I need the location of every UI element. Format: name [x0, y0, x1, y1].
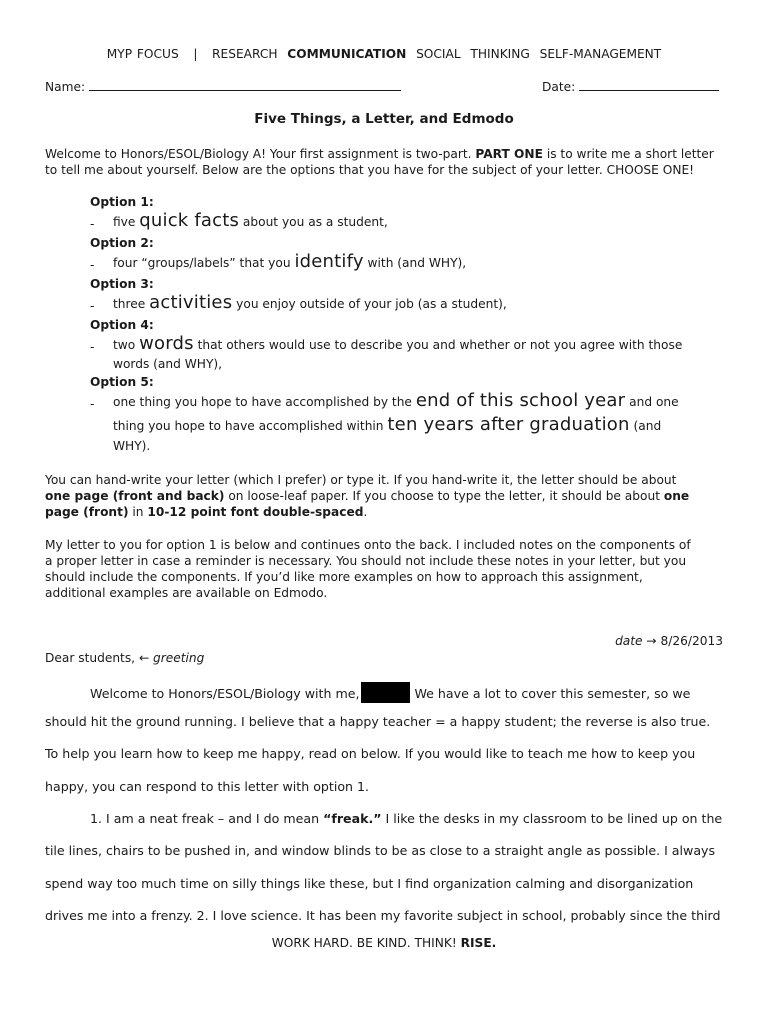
option-1-text: [113, 210, 388, 231]
name-label: Name:: [45, 80, 86, 94]
header-myp-focus: MYP FOCUS: [106, 47, 179, 61]
option-3-pre: three: [113, 297, 150, 311]
notes-line-2: a proper letter in case a reminder is necessary. You should not include these notes in your letter, but you: [45, 554, 687, 568]
option-5-text-line-2: [113, 414, 661, 435]
format-one-page-front-back: one page (front and back): [45, 489, 225, 503]
option-1-pre: five: [113, 215, 140, 229]
option-4-text: [113, 333, 682, 354]
option-2-emphasis: identify: [294, 251, 364, 272]
notes-line-4: additional examples are available on Edmodo.: [45, 586, 328, 600]
option-3-post: you enjoy outside of your job (as a student),: [232, 297, 507, 311]
option-2-text: [113, 251, 466, 272]
option-4-emphasis: words: [139, 333, 194, 354]
option-2-post: with (and WHY),: [363, 256, 467, 270]
header-research: RESEARCH: [212, 47, 278, 61]
letter-neat-freak: 1. I am a neat freak – and I do mean: [90, 811, 324, 826]
option-5-line2-emphasis: ten years after graduation: [387, 414, 630, 435]
option-1-label: Option 1:: [90, 195, 154, 209]
letter-freak-quote: “freak.”: [323, 811, 382, 826]
letter-date: [615, 633, 723, 649]
option-5-dash: -: [90, 397, 95, 411]
format-line-2: [45, 488, 689, 504]
date-label: Date:: [542, 80, 576, 94]
option-3-emphasis: activities: [149, 292, 233, 313]
header-separator: |: [193, 47, 198, 61]
intro-part-one: PART ONE: [475, 147, 543, 161]
letter-welcome-cont: We have a lot to cover this semester, so we: [410, 686, 691, 701]
letter-desks: I like the desks in my classroom to be lined up on the: [381, 811, 723, 826]
option-4-label: Option 4:: [90, 318, 154, 332]
footer-rise: RISE.: [460, 936, 497, 950]
notes-line-3: should include the components. If you’d like more examples on how to approach this assignment,: [45, 570, 643, 584]
header-thinking: THINKING: [470, 47, 530, 61]
option-5-post: and one: [625, 395, 679, 409]
option-2-pre: four “groups/labels” that you: [113, 256, 295, 270]
option-4-pre: two: [113, 338, 140, 352]
name-line: [89, 79, 401, 91]
notes-line-1: My letter to you for option 1 is below and continues onto the back. I included notes on the components of: [45, 538, 691, 552]
letter-line: tile lines, chairs to be pushed in, and window blinds to be as close to a straight angle as possible. I always: [45, 843, 716, 858]
option-5-pre: one thing you hope to have accomplished by the: [113, 395, 416, 409]
letter-paragraph-2-line-1: [90, 811, 722, 826]
option-3-dash: -: [90, 299, 95, 313]
option-5-continuation: WHY).: [113, 439, 151, 453]
header-social: SOCIAL: [416, 47, 461, 61]
header-communication: COMMUNICATION: [287, 47, 407, 61]
option-2-label: Option 2:: [90, 236, 154, 250]
date-field: [542, 79, 719, 95]
letter-line: spend way too much time on silly things like these, but I find organization calming and disorganization: [45, 876, 694, 891]
footer-motto: [0, 935, 768, 951]
option-5-text-line-1: [113, 390, 679, 411]
option-1-post: about you as a student,: [239, 215, 388, 229]
greeting-text: Dear students,: [45, 651, 139, 665]
letter-line: To help you learn how to keep me happy, read on below. If you would like to teach me how to keep you: [45, 746, 696, 761]
letter-welcome: Welcome to Honors/ESOL/Biology with me,: [90, 686, 360, 701]
format-text-a: on loose-leaf paper. If you choose to type the letter, it should be about: [224, 489, 664, 503]
option-4-continuation: words (and WHY),: [113, 357, 223, 371]
option-5-label: Option 5:: [90, 375, 154, 389]
format-line-1: You can hand-write your letter (which I prefer) or type it. If you hand-write it, the letter should be about: [45, 473, 677, 487]
letter-date-label: date: [615, 634, 643, 648]
redaction-box: [361, 682, 410, 703]
name-field: [45, 79, 401, 95]
letter-paragraph-1-line-1: [90, 682, 690, 703]
letter-greeting: [45, 650, 204, 666]
letter-line: should hit the ground running. I believe that a happy teacher = a happy student; the reverse is also true.: [45, 714, 711, 729]
format-page-front: page (front): [45, 505, 129, 519]
option-4-dash: -: [90, 340, 95, 354]
letter-line: happy, you can respond to this letter with option 1.: [45, 779, 370, 794]
option-5-emphasis: end of this school year: [415, 390, 626, 411]
option-2-dash: -: [90, 258, 95, 272]
footer-text: WORK HARD. BE KIND. THINK!: [271, 936, 461, 950]
option-3-text: [113, 292, 507, 313]
format-line-3: [45, 504, 367, 520]
format-in: in: [128, 505, 148, 519]
page-title: Five Things, a Letter, and Edmodo: [254, 111, 514, 127]
intro-text-a: Welcome to Honors/ESOL/Biology A! Your first assignment is two-part.: [45, 147, 476, 161]
format-one: one: [663, 489, 690, 503]
date-line: [579, 79, 719, 91]
option-3-label: Option 3:: [90, 277, 154, 291]
header-self-management: SELF-MANAGEMENT: [539, 47, 662, 61]
intro-line-2: to tell me about yourself. Below are the options that you have for the subject of your letter. CHOOSE ONE!: [45, 163, 695, 177]
format-period: .: [363, 505, 368, 519]
option-1-dash: -: [90, 217, 95, 231]
option-1-emphasis: quick facts: [139, 210, 240, 231]
letter-line: drives me into a frenzy. 2. I love science. It has been my favorite subject in school, probably since the third: [45, 908, 721, 923]
myp-header: [0, 46, 768, 62]
format-font-spec: 10-12 point font double-spaced: [147, 505, 364, 519]
intro-text-c: is to write me a short letter: [542, 147, 714, 161]
greeting-note: ← greeting: [138, 651, 205, 665]
option-4-post: that others would use to describe you and whether or not you agree with those: [193, 338, 683, 352]
intro-line-1: [45, 146, 714, 162]
letter-date-value: → 8/26/2013: [646, 634, 723, 648]
option-5-line2-post: (and: [629, 419, 662, 433]
option-5-line2-pre: thing you hope to have accomplished within: [113, 419, 388, 433]
